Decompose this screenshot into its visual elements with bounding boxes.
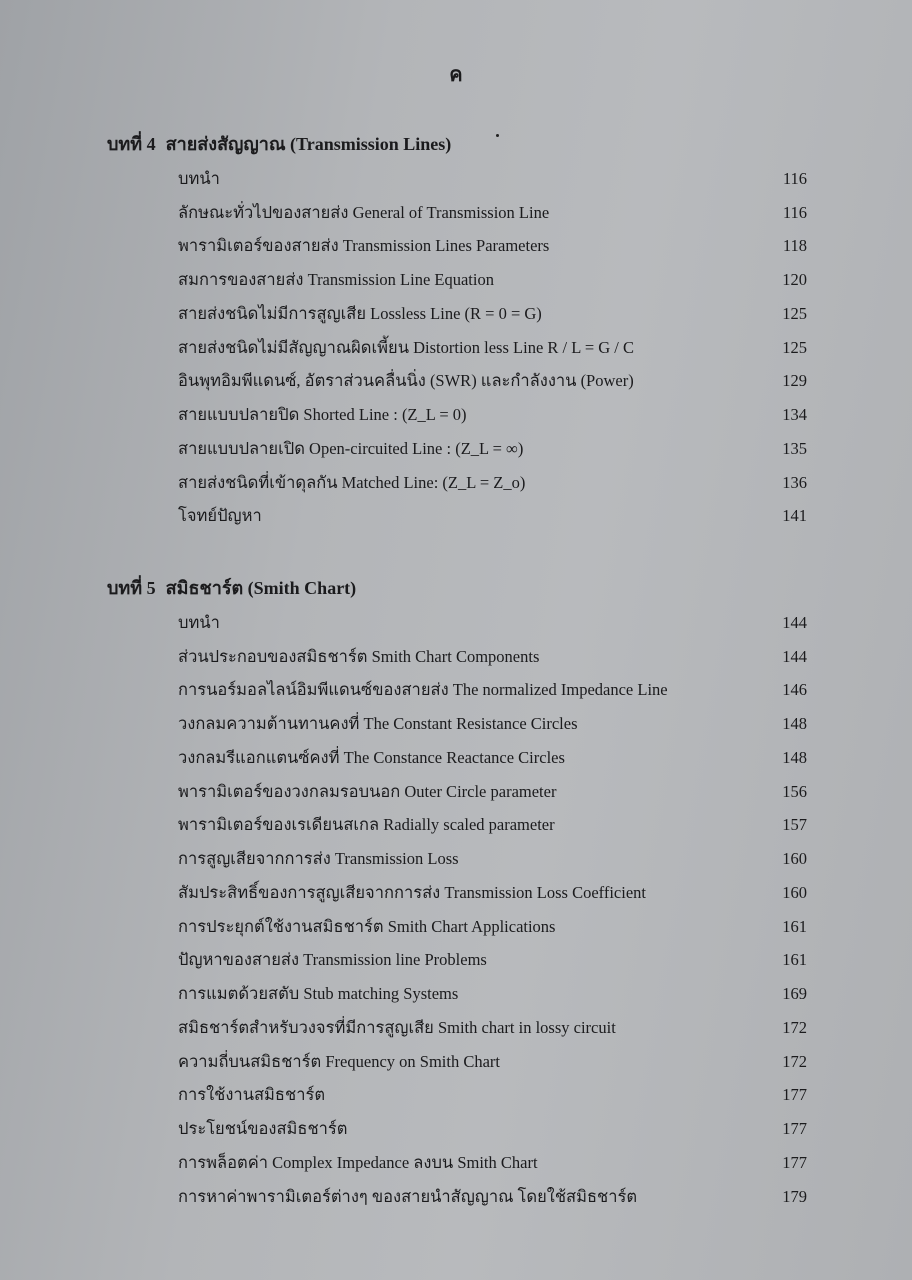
toc-entry (107, 808, 807, 842)
toc-entry (107, 943, 807, 977)
toc-entry (107, 466, 807, 500)
toc-entry-page: 116 (782, 168, 807, 188)
chapter-heading (107, 128, 807, 162)
toc-entry-page: 129 (782, 371, 807, 391)
toc-entry-title: การหาค่าพารามิเตอร์ต่างๆ ของสายนำสัญญาณ โดยใช้สมิธชาร์ต (178, 1186, 638, 1206)
toc-entry-title: สมการของสายส่ง Transmission Line Equation (178, 270, 494, 290)
toc-entry (107, 842, 807, 876)
chapter-label: บทที่ 5 (107, 578, 156, 598)
toc-entry (107, 876, 807, 910)
toc-entry-page: 125 (782, 303, 807, 323)
toc-entry (107, 499, 807, 533)
toc-entry (107, 297, 807, 331)
toc-entry (107, 1146, 807, 1180)
page-number-letter: ค (449, 64, 463, 86)
toc-entry-title: อินพุทอิมพีแดนซ์, อัตราส่วนคลื่นนิ่ง (SWR) และกำลังงาน (Power) (178, 371, 634, 391)
toc-entry (107, 1078, 807, 1112)
toc-entry (107, 1112, 807, 1146)
toc-entry-title: สมิธชาร์ตสำหรับวงจรที่มีการสูญเสีย Smith chart in lossy circuit (178, 1017, 616, 1037)
toc-entry-title: ประโยชน์ของสมิธชาร์ต (178, 1119, 348, 1139)
toc-entry-title: ปัญหาของสายส่ง Transmission line Problems (178, 950, 487, 970)
toc-entry-page: 156 (782, 781, 807, 801)
toc-entry-page: 157 (782, 815, 807, 835)
toc-entry (107, 398, 807, 432)
toc-entry-page: 135 (782, 438, 807, 458)
chapter-title: สมิธชาร์ต (Smith Chart) (165, 578, 357, 598)
toc-entry-page: 148 (782, 747, 807, 767)
toc-entry-page: 146 (782, 680, 807, 700)
toc-entry-title: ส่วนประกอบของสมิธชาร์ต Smith Chart Components (178, 646, 540, 666)
toc-entry (107, 1045, 807, 1079)
toc-entry-page: 177 (782, 1085, 807, 1105)
chapter-5-section (107, 572, 807, 1213)
toc-entry-title: การประยุกต์ใช้งานสมิธชาร์ต Smith Chart Applications (178, 916, 556, 936)
toc-entry-title: วงกลมรีแอกแตนซ์คงที่ The Constance Reactance Circles (178, 747, 565, 767)
toc-entry (107, 364, 807, 398)
toc-entry-title: การสูญเสียจากการส่ง Transmission Loss (178, 849, 459, 869)
toc-entry-page: 161 (782, 916, 807, 936)
toc-entry-page: 160 (782, 882, 807, 902)
toc-entry-page: 160 (782, 849, 807, 869)
toc-entry (107, 229, 807, 263)
toc-entry-page: 134 (782, 405, 807, 425)
toc-entry-page: 125 (782, 337, 807, 357)
toc-entry-title: การแมตด้วยสตับ Stub matching Systems (178, 984, 459, 1004)
toc-entry-page: 179 (782, 1186, 807, 1206)
toc-entry (107, 263, 807, 297)
toc-entry (107, 977, 807, 1011)
toc-entry-page: 136 (782, 472, 807, 492)
toc-entry-page: 172 (782, 1017, 807, 1037)
toc-entry-title: การนอร์มอลไลน์อิมพีแดนซ์ของสายส่ง The normalized Impedance Line (178, 680, 668, 700)
toc-entry-title: ความถี่บนสมิธชาร์ต Frequency on Smith Chart (178, 1051, 500, 1071)
toc-entry-title: สัมประสิทธิ์ของการสูญเสียจากการส่ง Transmission Loss Coefficient (178, 882, 647, 902)
toc-entry-page: 177 (782, 1119, 807, 1139)
toc-entry-page: 141 (782, 506, 807, 526)
toc-entry-title: สายส่งชนิดไม่มีการสูญเสีย Lossless Line (R = 0 = G) (178, 303, 542, 323)
toc-entry-title: สายส่งชนิดไม่มีสัญญาณผิดเพี้ยน Distortion less Line R / L = G / C (178, 337, 635, 357)
toc-entry-page: 120 (782, 270, 807, 290)
toc-entry-title: วงกลมความต้านทานคงที่ The Constant Resistance Circles (178, 714, 578, 734)
toc-entry (107, 910, 807, 944)
toc-entry-page: 148 (782, 714, 807, 734)
toc-entry-page: 177 (782, 1152, 807, 1172)
toc-entry (107, 606, 807, 640)
toc-entry (107, 707, 807, 741)
toc-entry (107, 775, 807, 809)
toc-entry (107, 162, 807, 196)
toc-entry-page: 116 (782, 202, 807, 222)
toc-entry-title: สายแบบปลายเปิด Open-circuited Line : (Z_L = ∞) (178, 438, 524, 458)
toc-entry (107, 1011, 807, 1045)
toc-entry (107, 1180, 807, 1214)
toc-entry-page: 144 (782, 612, 807, 632)
toc-entry-title: การใช้งานสมิธชาร์ต (178, 1085, 326, 1105)
chapter-title: สายส่งสัญญาณ (Transmission Lines) (165, 134, 452, 154)
toc-entry-title: พารามิเตอร์ของวงกลมรอบนอก Outer Circle parameter (178, 781, 557, 801)
toc-entry (107, 196, 807, 230)
toc-entry-title: ลักษณะทั่วไปของสายส่ง General of Transmission Line (178, 202, 550, 222)
toc-entry (107, 741, 807, 775)
toc-entry-page: 144 (782, 646, 807, 666)
chapter-4-section (107, 128, 807, 533)
toc-entry (107, 432, 807, 466)
toc-entry-title: โจทย์ปัญหา (178, 506, 262, 526)
toc-entry-title: บทนำ (178, 168, 220, 188)
chapter-label: บทที่ 4 (107, 134, 156, 154)
toc-entry-title: พารามิเตอร์ของเรเดียนสเกล Radially scaled parameter (178, 815, 555, 835)
toc-entry (107, 331, 807, 365)
toc-entry (107, 640, 807, 674)
toc-entry-title: การพล็อตค่า Complex Impedance ลงบน Smith Chart (178, 1152, 538, 1172)
toc-entry-page: 118 (782, 236, 807, 256)
toc-entry-title: บทนำ (178, 612, 220, 632)
toc-entry-page: 161 (782, 950, 807, 970)
toc-entry-page: 172 (782, 1051, 807, 1071)
toc-entry (107, 673, 807, 707)
chapter-heading (107, 572, 807, 606)
toc-entry-page: 169 (782, 984, 807, 1004)
toc-entry-title: สายแบบปลายปิด Shorted Line : (Z_L = 0) (178, 405, 467, 425)
toc-entry-title: พารามิเตอร์ของสายส่ง Transmission Lines Parameters (178, 236, 550, 256)
toc-entry-title: สายส่งชนิดที่เข้าดุลกัน Matched Line: (Z_L = Z_o) (178, 472, 526, 492)
